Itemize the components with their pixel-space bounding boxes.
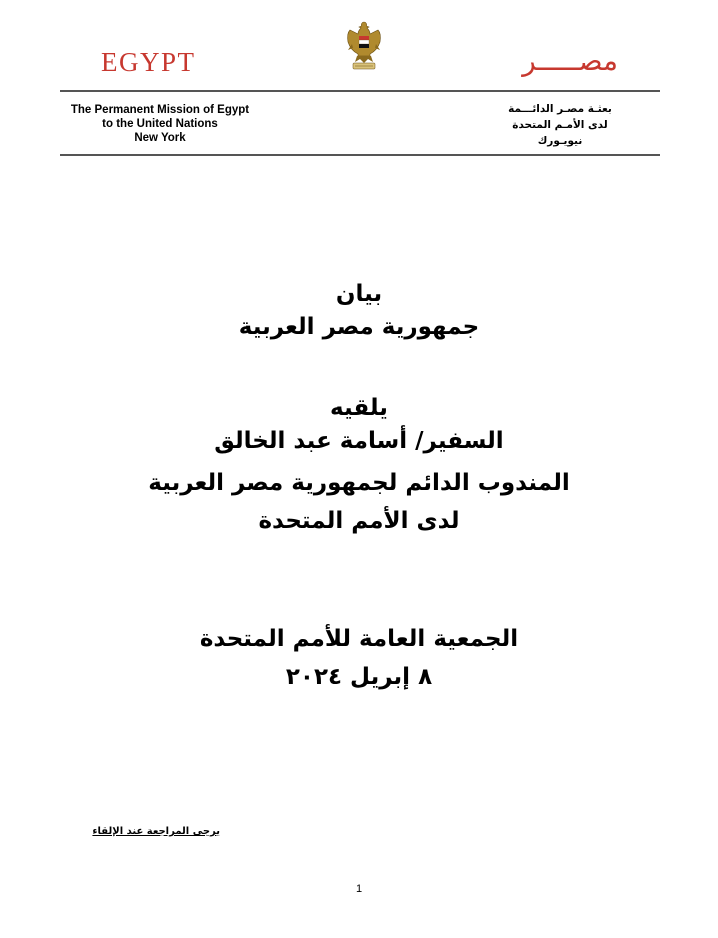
statement-date: ٨ إبريل ٢٠٢٤ — [285, 664, 433, 690]
eagle-emblem-icon — [344, 18, 384, 78]
statement-delivered-by: يلقيه — [330, 395, 388, 421]
delivery-note: يرجى المراجعة عند الإلقاء — [92, 826, 220, 837]
statement-organization: لدى الأمم المتحدة — [258, 508, 460, 534]
mission-address-en-line: to the United Nations — [102, 118, 218, 130]
statement-country: جمهورية مصر العربية — [238, 314, 480, 340]
mission-address-ar — [490, 101, 630, 149]
mission-address-en-line: New York — [134, 132, 186, 144]
statement-position: المندوب الدائم لجمهورية مصر العربية — [148, 470, 570, 496]
letterhead-divider-top — [60, 90, 660, 92]
statement-title: بيان — [335, 281, 383, 307]
mission-address-ar-line: نيويـورك — [537, 135, 583, 147]
statement-speaker: السفير/ أسامة عبد الخالق — [214, 428, 504, 454]
mission-address-en-line: The Permanent Mission of Egypt — [70, 104, 250, 116]
mission-address-en — [60, 103, 260, 145]
page-number: 1 — [355, 883, 363, 895]
statement-forum: الجمعية العامة للأمم المتحدة — [199, 626, 519, 652]
letterhead-country-ar: مصـــــر — [522, 44, 618, 77]
mission-address-ar-line: بعثـة مصـر الدائـــمة — [508, 103, 612, 115]
mission-address-ar-line: لدى الأمـم المتحدة — [512, 119, 608, 131]
letterhead-divider-bottom — [60, 154, 660, 156]
letterhead-country-en: EGYPT — [101, 47, 196, 77]
